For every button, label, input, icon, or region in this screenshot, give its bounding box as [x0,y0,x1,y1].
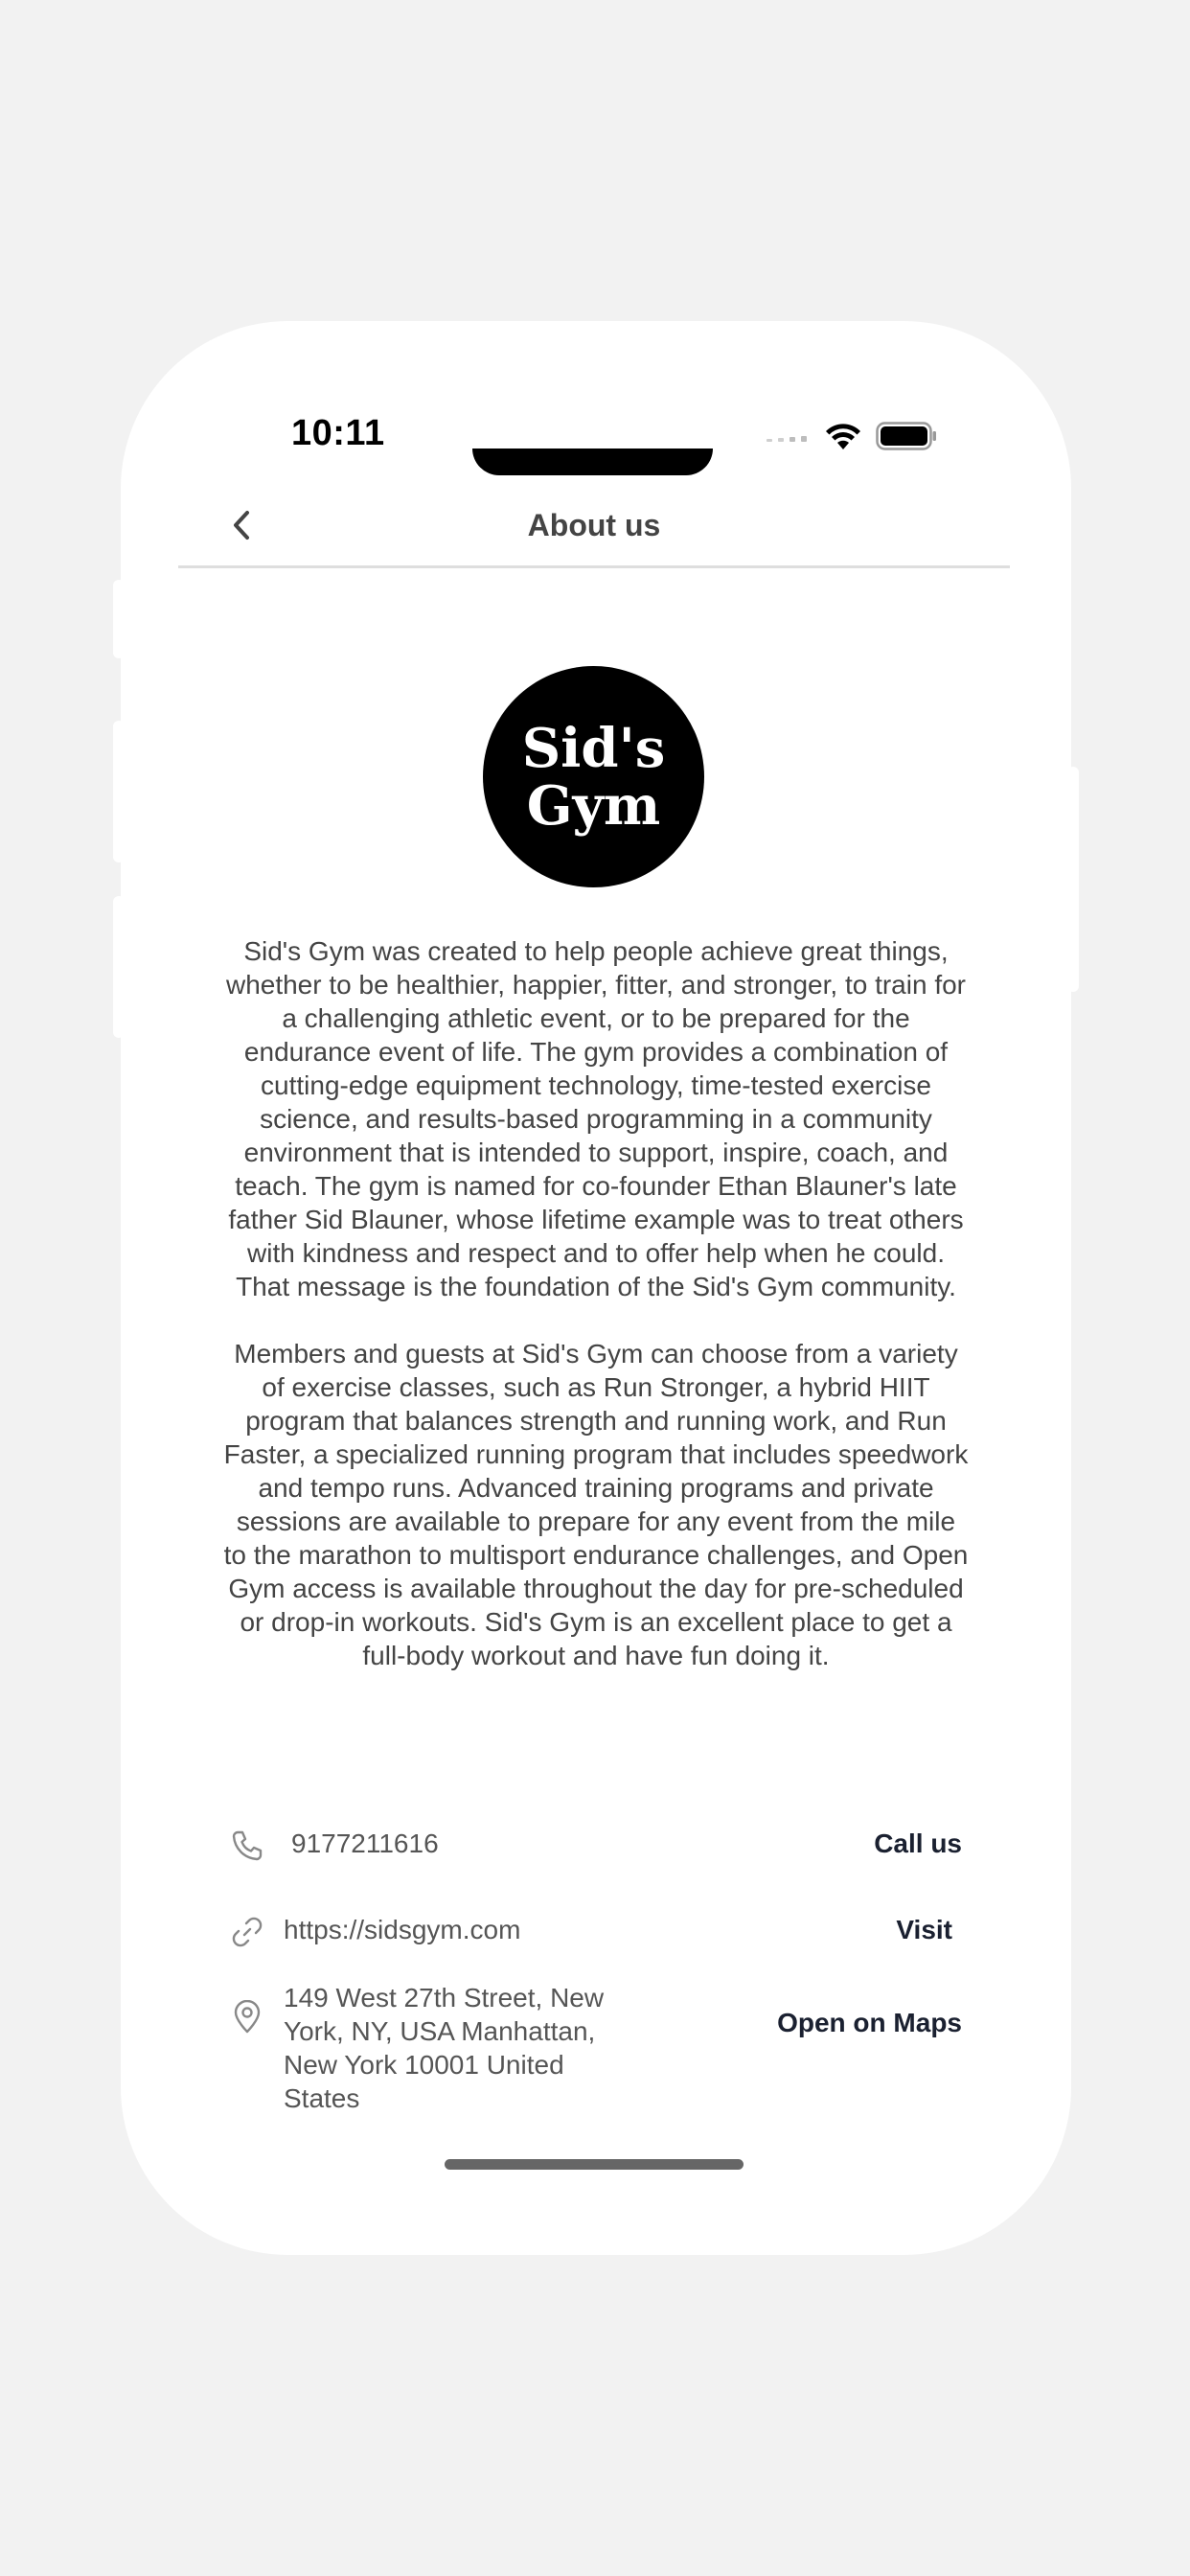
about-paragraph-1: Sid's Gym was created to help people achieve great things, whether to be healthier, happier, fitter, and stronger, to train for a challenging athletic event, or to be prepared for the endurance event of life. The gym provides a combination of cutting-edge equipment technology, time-tested exercise science, and results-based programming in a community environment that is intended to support, inspire, coach, and teach. The gym is named for co-founder Ethan Blauner's late father Sid Blauner, whose lifetime example was to treat others with kindness and respect and to offer help when he could. That message is the foundation of the Sid's Gym community. [225,936,967,1301]
wifi-icon [824,421,862,456]
status-icons [767,421,937,456]
logo-line-1: Sid's [521,716,666,780]
gym-logo [483,666,704,887]
website-url[interactable]: https://sidsgym.com [284,1915,521,1944]
website-row [230,1913,962,1951]
link-icon [230,1915,264,1949]
address-row [230,1981,962,2120]
battery-icon [876,422,937,455]
navigation-bar [178,489,1010,568]
logo-line-2: Gym [526,773,661,838]
visit-button[interactable]: Visit [896,1915,952,1944]
map-pin-icon [230,2000,264,2035]
phone-screen [121,321,1071,2255]
call-us-button[interactable]: Call us [874,1828,962,1858]
status-time: 10:11 [291,413,385,453]
open-on-maps-button[interactable]: Open on Maps [777,2008,962,2037]
about-paragraph-2: Members and guests at Sid's Gym can choose from a variety of exercise classes, such as Run Stronger, a hybrid HIIT program that balances strength and running work, and Run Faster, a specialized running program that includes speedwork and tempo runs. Advanced training programs and private sessions are available to prepare for any event from the mile to the marathon to multisport endurance challenges, and Open Gym access is available throughout the day for pre-scheduled or drop-in workouts. Sid's Gym is an excellent place to get a full-body workout and have fun doing it. [223,1339,969,1670]
notch [472,448,713,475]
page-title: About us [527,508,661,542]
home-indicator[interactable] [445,2159,744,2170]
phone-number: 9177211616 [291,1828,439,1858]
address-text: 149 West 27th Street, New York, NY, USA Manhattan, New York 10001 United States [284,1983,605,2113]
phone-row [230,1827,962,1865]
phone-icon [230,1828,264,1863]
signal-icon [767,429,811,448]
about-description [222,934,970,1706]
